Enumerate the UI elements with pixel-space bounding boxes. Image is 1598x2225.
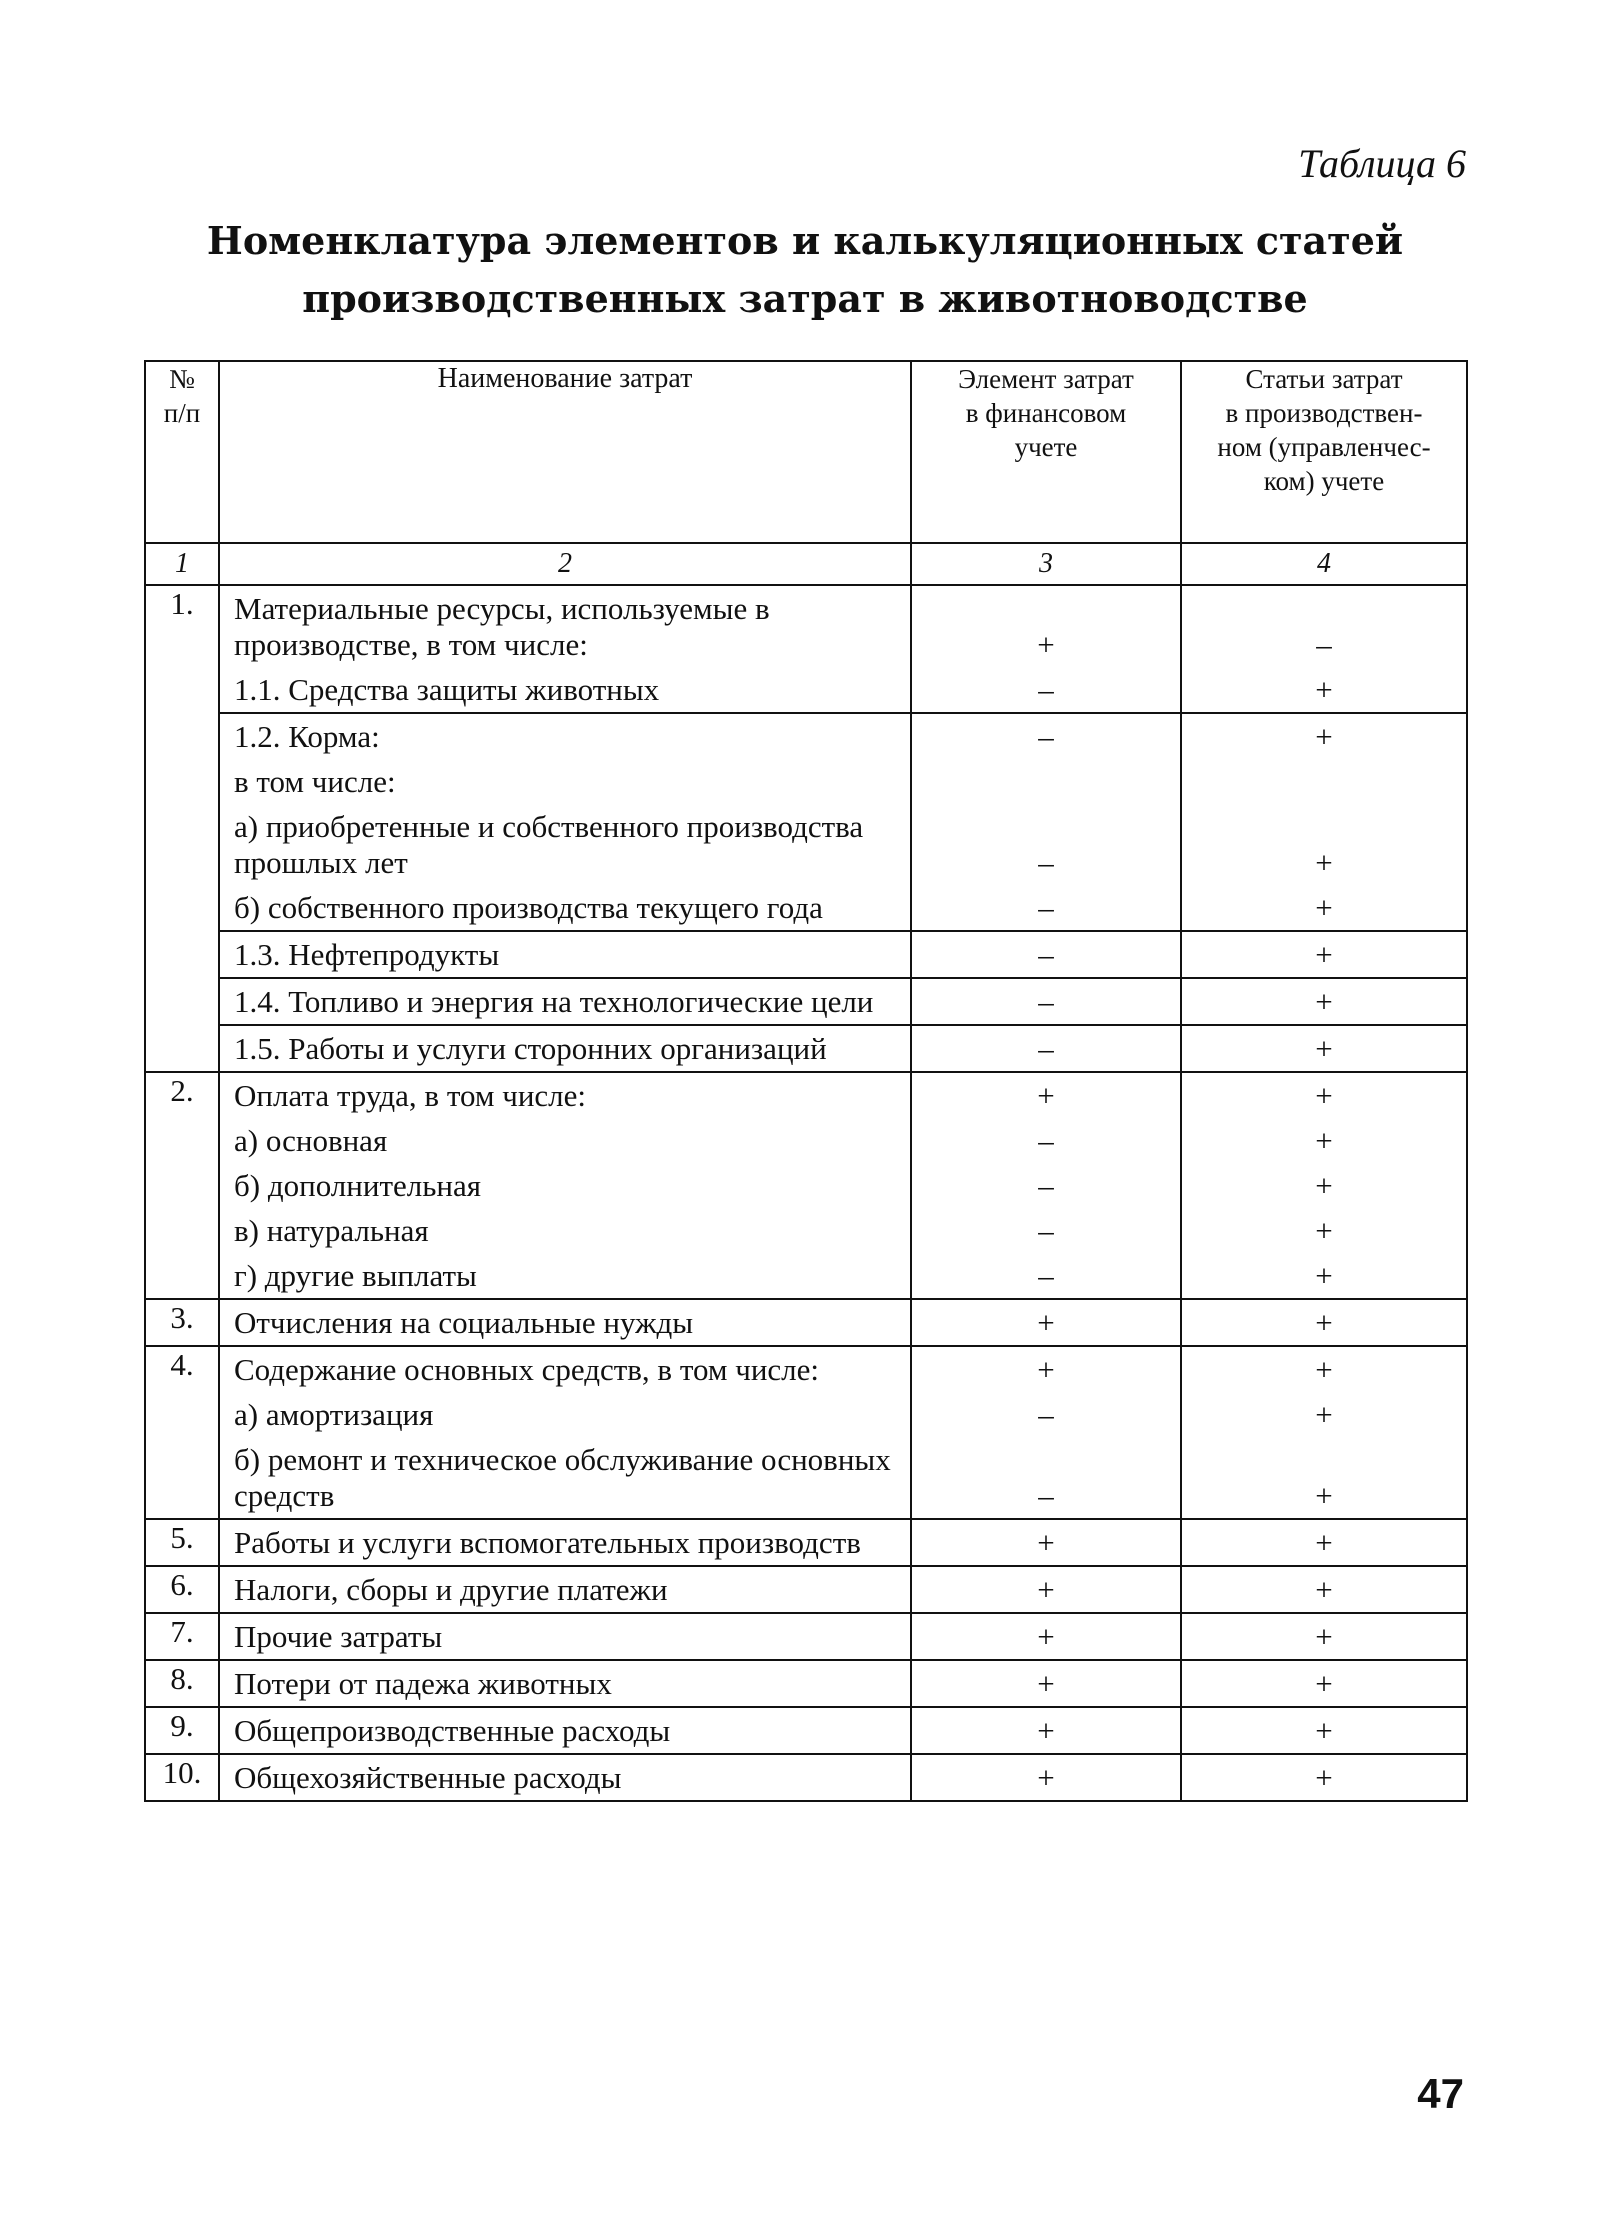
row-number: 3. (145, 1299, 219, 1346)
management-mark: + (1315, 672, 1333, 707)
financial-mark-cell (911, 1660, 1181, 1707)
cost-name: Прочие затраты (234, 1619, 443, 1654)
row-number: 6. (145, 1566, 219, 1613)
header-line: ном (управленчес- (1217, 432, 1431, 462)
management-mark: + (1315, 890, 1333, 925)
financial-mark-cell (911, 1299, 1181, 1346)
title-line-1: Номенклатура элементов и калькуляционных статей (206, 218, 1404, 263)
row-number: 10. (145, 1754, 219, 1801)
management-mark: + (1315, 984, 1333, 1019)
table-row (145, 1707, 1467, 1754)
table-row (145, 1613, 1467, 1660)
cost-name-cell (219, 585, 911, 713)
financial-mark: – (1038, 845, 1054, 880)
financial-mark: – (1038, 984, 1054, 1019)
cost-name: 1.1. Средства защиты животных (234, 672, 660, 707)
cost-name: Потери от падежа животных (234, 1666, 612, 1701)
header-cost-name: Наименование затрат (219, 361, 911, 543)
cost-name: 1.2. Корма: (234, 719, 380, 754)
management-mark: + (1315, 1031, 1333, 1066)
financial-mark: + (1037, 1525, 1055, 1560)
header-number-line: п/п (163, 398, 201, 428)
financial-mark: – (1038, 937, 1054, 972)
cost-name-cell (219, 1613, 911, 1660)
management-mark: + (1315, 719, 1333, 754)
management-mark-cell (1181, 585, 1467, 713)
cost-name-cell (219, 1566, 911, 1613)
cost-name: 1.3. Нефтепродукты (234, 937, 500, 972)
management-mark: + (1315, 1078, 1333, 1113)
table-row (145, 1299, 1467, 1346)
financial-mark: – (1038, 672, 1054, 707)
table-row (145, 1519, 1467, 1566)
financial-mark-cell (911, 1519, 1181, 1566)
cost-name: а) приобретенные и собственного производства прошлых лет (234, 809, 864, 880)
table-caption: Таблица 6 (1298, 141, 1466, 186)
header-line: Элемент затрат (958, 364, 1134, 394)
financial-mark: + (1037, 627, 1055, 662)
cost-name-cell (219, 1660, 911, 1707)
management-mark-cell (1181, 1566, 1467, 1613)
cost-name-cell (219, 978, 911, 1025)
cost-name-cell (219, 1299, 911, 1346)
financial-mark-cell (911, 978, 1181, 1025)
management-mark: + (1315, 1352, 1333, 1387)
header-line: в финансовом (965, 398, 1127, 428)
row-number: 9. (145, 1707, 219, 1754)
column-number: 4 (1181, 543, 1467, 585)
financial-mark: – (1038, 1478, 1054, 1513)
cost-name: Работы и услуги вспомогательных производств (234, 1525, 861, 1560)
management-mark: + (1315, 1168, 1333, 1203)
column-number: 3 (911, 543, 1181, 585)
row-number: 2. (145, 1072, 219, 1299)
management-mark-cell (1181, 1346, 1467, 1519)
cost-name: г) другие выплаты (234, 1258, 477, 1293)
table-row (145, 1754, 1467, 1801)
table-row (145, 1660, 1467, 1707)
management-mark-cell (1181, 1707, 1467, 1754)
row-number: 5. (145, 1519, 219, 1566)
cost-name: Отчисления на социальные нужды (234, 1305, 694, 1340)
management-mark: + (1315, 1397, 1333, 1432)
financial-mark: + (1037, 1305, 1055, 1340)
table-row (145, 1346, 1467, 1519)
financial-mark-cell (911, 1707, 1181, 1754)
management-mark-cell (1181, 1613, 1467, 1660)
table-title (140, 212, 1470, 328)
table-row (145, 1072, 1467, 1299)
management-mark: + (1315, 1525, 1333, 1560)
management-mark: + (1315, 1572, 1333, 1607)
row-number: 1. (145, 585, 219, 1072)
table-row (145, 1025, 1467, 1072)
management-mark-cell (1181, 1025, 1467, 1072)
management-mark: + (1315, 1258, 1333, 1293)
financial-mark: + (1037, 1619, 1055, 1654)
management-mark: + (1315, 1619, 1333, 1654)
financial-mark: – (1038, 719, 1054, 754)
cost-name: в том числе: (234, 764, 396, 799)
title-line-2: производственных затрат в животноводстве (302, 276, 1308, 321)
cost-name: Общепроизводственные расходы (234, 1713, 671, 1748)
financial-mark: – (1038, 890, 1054, 925)
cost-nomenclature-table (144, 360, 1468, 1802)
cost-name-cell (219, 1707, 911, 1754)
table-row (145, 931, 1467, 978)
financial-mark: + (1037, 1572, 1055, 1607)
header-row (145, 361, 1467, 543)
cost-name: а) основная (234, 1123, 388, 1158)
financial-mark: + (1037, 1666, 1055, 1701)
management-mark: + (1315, 1305, 1333, 1340)
financial-mark: + (1037, 1713, 1055, 1748)
financial-mark-cell (911, 1025, 1181, 1072)
table-row (145, 978, 1467, 1025)
management-mark: + (1315, 1760, 1333, 1795)
column-number: 2 (219, 543, 911, 585)
financial-mark-cell (911, 1754, 1181, 1801)
column-number: 1 (145, 543, 219, 585)
page-number: 47 (1417, 2070, 1464, 2117)
cost-name: Оплата труда, в том числе: (234, 1078, 587, 1113)
financial-mark (912, 759, 1180, 804)
cost-name: Материальные ресурсы, используемые в производстве, в том числе: (234, 591, 770, 662)
row-number: 7. (145, 1613, 219, 1660)
management-mark (1182, 759, 1466, 804)
table-row (145, 585, 1467, 713)
financial-mark: + (1037, 1760, 1055, 1795)
cost-name-cell (219, 713, 911, 931)
financial-mark: – (1038, 1168, 1054, 1203)
cost-name-cell (219, 1346, 911, 1519)
cost-name: б) ремонт и техническое обслуживание основных средств (234, 1442, 891, 1513)
management-mark: + (1315, 937, 1333, 972)
financial-mark-cell (911, 1566, 1181, 1613)
cost-name-cell (219, 1519, 911, 1566)
header-line: в производствен- (1225, 398, 1423, 428)
financial-mark-cell (911, 1072, 1181, 1299)
column-number-row (145, 543, 1467, 585)
header-line: ком) учете (1263, 466, 1385, 496)
management-mark: + (1315, 1713, 1333, 1748)
table-row (145, 1566, 1467, 1613)
row-number: 4. (145, 1346, 219, 1519)
cost-name: а) амортизация (234, 1397, 434, 1432)
financial-mark-cell (911, 1613, 1181, 1660)
cost-name-cell (219, 931, 911, 978)
management-mark: + (1315, 1123, 1333, 1158)
row-number: 8. (145, 1660, 219, 1707)
management-mark-cell (1181, 1299, 1467, 1346)
header-management-items (1181, 361, 1467, 543)
management-mark-cell (1181, 1660, 1467, 1707)
financial-mark-cell (911, 1346, 1181, 1519)
financial-mark-cell (911, 931, 1181, 978)
management-mark-cell (1181, 1519, 1467, 1566)
management-mark: + (1315, 845, 1333, 880)
cost-name: б) дополнительная (234, 1168, 481, 1203)
financial-mark-cell (911, 585, 1181, 713)
financial-mark: + (1037, 1352, 1055, 1387)
management-mark-cell (1181, 931, 1467, 978)
header-financial-element (911, 361, 1181, 543)
financial-mark: – (1038, 1258, 1054, 1293)
header-number (145, 361, 219, 543)
management-mark: + (1315, 1478, 1333, 1513)
management-mark: + (1315, 1213, 1333, 1248)
financial-mark: – (1038, 1213, 1054, 1248)
management-mark: + (1315, 1666, 1333, 1701)
financial-mark: – (1038, 1031, 1054, 1066)
financial-mark: – (1038, 1397, 1054, 1432)
financial-mark: – (1038, 1123, 1054, 1158)
table-body (145, 585, 1467, 1801)
cost-name-cell (219, 1754, 911, 1801)
header-line: Статьи затрат (1245, 364, 1403, 394)
header-line: учете (1014, 432, 1078, 462)
cost-name: Содержание основных средств, в том числе: (234, 1352, 820, 1387)
cost-name: Общехозяйственные расходы (234, 1760, 622, 1795)
cost-name-cell (219, 1072, 911, 1299)
management-mark-cell (1181, 1072, 1467, 1299)
cost-name: 1.4. Топливо и энергия на технологические цели (234, 984, 874, 1019)
management-mark: – (1316, 627, 1332, 662)
header-number-line: № (169, 364, 195, 394)
management-mark-cell (1181, 1754, 1467, 1801)
cost-name-cell (219, 1025, 911, 1072)
cost-name: Налоги, сборы и другие платежи (234, 1572, 668, 1607)
financial-mark: + (1037, 1078, 1055, 1113)
cost-name: в) натуральная (234, 1213, 429, 1248)
management-mark-cell (1181, 978, 1467, 1025)
financial-mark-cell (911, 713, 1181, 931)
cost-name: б) собственного производства текущего года (234, 890, 823, 925)
cost-name: 1.5. Работы и услуги сторонних организаций (234, 1031, 827, 1066)
management-mark-cell (1181, 713, 1467, 931)
table-row (145, 713, 1467, 931)
